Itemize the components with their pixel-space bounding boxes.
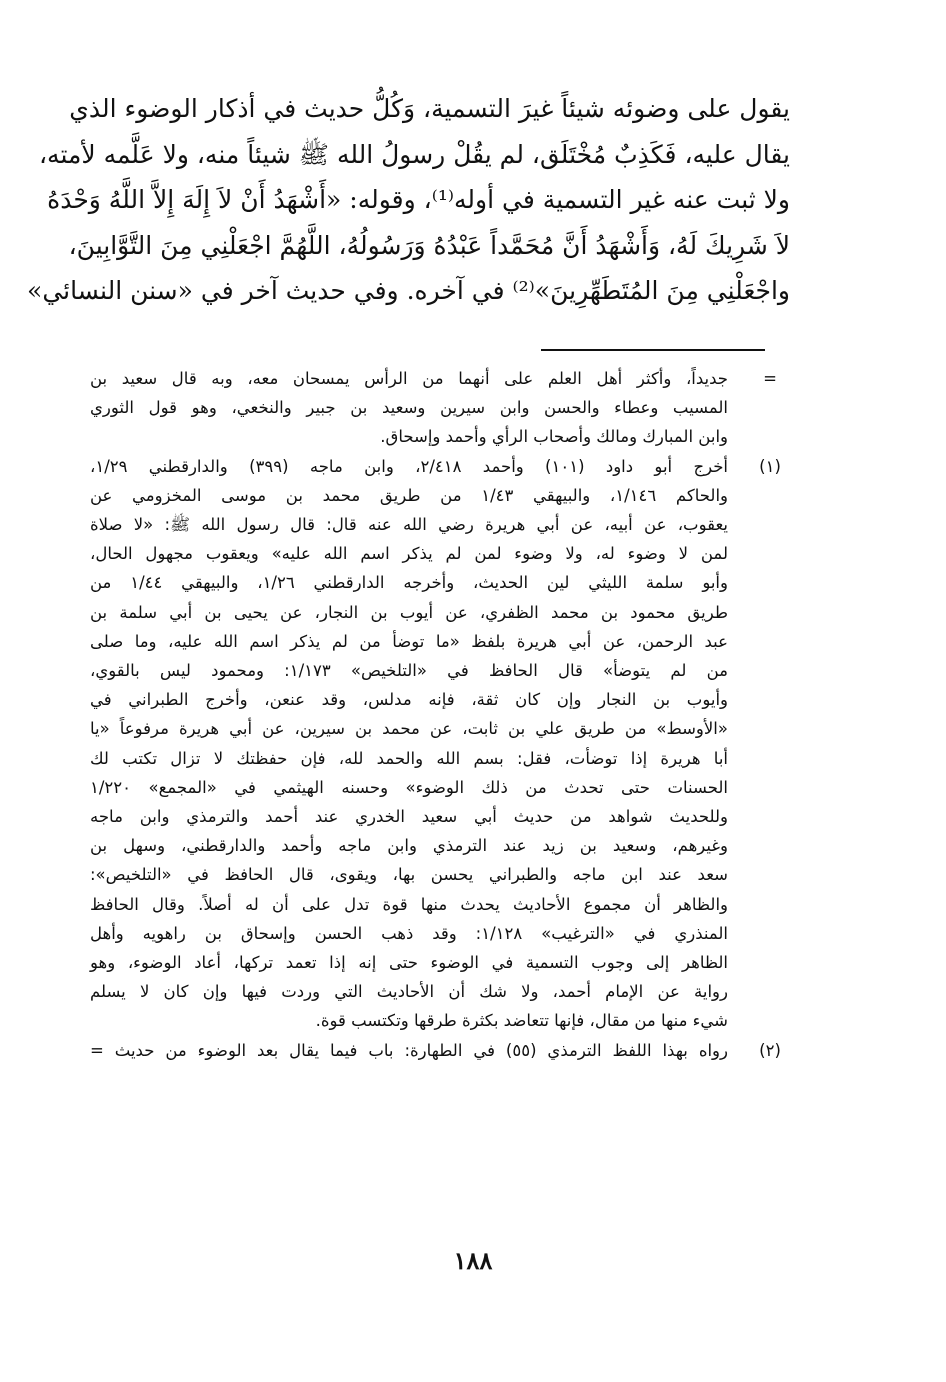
footnote-line: وللحديث شواهد من حديث أبي سعيد الخدري عند أحمد والترمذي وابن ماجه — [90, 807, 728, 827]
footnote-line: سعد عند ابن ماجه والطبراني يحسن بها، ويقوى، قال الحافظ في «التلخيص»: — [90, 865, 728, 885]
main-text — [27, 86, 790, 314]
footnote-line: والظاهر أن مجموع الأحاديث يحدث منها قوة تدل على أن له أصلاً. وقال الحافظ — [90, 894, 728, 914]
footnote-marker: (٢) — [759, 1040, 781, 1060]
footnote-line: أخرج أبو داود (١٠١) وأحمد ٢/٤١٨، وابن ماجه (٣٩٩) والدارقطني ١/٢٩، — [90, 456, 728, 476]
footnote-line: يعقوب، عن أبيه، عن أبي هريرة رضي الله عنه قال: قال رسول الله ﷺ: «لا صلاة — [90, 515, 728, 535]
main-text-line: لاَ شَرِيكَ لَهُ، وَأَشْهَدُ أَنَّ مُحَمَّداً عَبْدُهُ وَرَسُولُهُ، اللَّهُمَّ اجْعَلْنِي مِنَ التَّوَّابِينَ، — [68, 230, 790, 260]
footnote-divider — [541, 349, 765, 351]
footnote-line: طريق محمود بن محمد الظفري، عن أيوب بن النجار، عن يحيى بن أبي سلمة بن — [90, 602, 728, 622]
footnote-line: وأبو سلمة الليثي لين الحديث، وأخرجه الدارقطني ١/٢٦، والبيهقي ١/٤٤ من — [90, 573, 728, 593]
footnote-line: والحاكم ١/١٤٦، والبيهقي ١/٤٣ من طريق محمد بن موسى المخزومي عن — [90, 485, 728, 505]
footnote-line: لمن لا وضوء له، ولا وضوء لمن لم يذكر اسم الله عليه» ويعقوب مجهول الحال، — [90, 544, 728, 564]
footnote-line: عبد الرحمن، عن أبي هريرة بلفظ «ما توضأ من لم يذكر اسم الله عليه، وما صلى — [90, 631, 728, 651]
footnote-line: الظاهر إلى وجوب التسمية في الوضوء حتى إنه إذا تعمد تركها، أعاد الوضوء، وهو — [90, 953, 728, 973]
page-number: ١٨٨ — [453, 1246, 493, 1275]
footnote-marker: = — [763, 369, 777, 388]
footnote-continued — [90, 364, 790, 452]
footnote-marker: (١) — [759, 456, 781, 476]
footnotes — [90, 364, 790, 1065]
footnote-line: «الأوسط» من طريق علي بن ثابت، عن محمد بن سيرين، عن أبي هريرة مرفوعاً «يا — [90, 719, 728, 739]
footnote-line: المسيب وعطاء والحسن وابن سيرين وسعيد بن جبير والنخعي، وهو قول الثوري — [90, 398, 728, 418]
main-text-line: ولا ثبت عنه غير التسمية في أوله⁽¹⁾، وقوله: «أَشْهَدُ أَنْ لاَ إِلَهَ إِلاَّ اللَّهُ وَحْدَهُ — [47, 185, 790, 214]
footnote-line: الحسنات حتى تحدث من ذلك الوضوء» وحسنه الهيثمي في «المجمع» ١/٢٢٠ — [90, 777, 728, 797]
footnote-2 — [90, 1036, 790, 1065]
main-text-line: واجْعَلْنِي مِنَ المُتَطَهِّرِينَ»⁽²⁾ في آخره. وفي حديث آخر في «سنن النسائي» — [27, 276, 790, 305]
main-text-line: يقال عليه، فَكَذِبٌ مُخْتَلَق، لم يقُلْ رسولُ الله ﷺ شيئاً منه، ولا عَلَّمه لأمته، — [38, 139, 790, 169]
footnote-1 — [90, 452, 790, 1036]
footnote-line: المنذري في «الترغيب» ١/١٢٨: وقد ذهب الحسن وإسحاق بن راهويه وأهل — [90, 923, 728, 943]
footnote-line: وغيرهم، وسعيد بن زيد عند الترمذي وابن ماجه وأحمد والدارقطني، وسهل بن — [90, 836, 728, 856]
footnote-line: رواية عن الإمام أحمد، ولا شك أن الأحاديث التي وردت فيها وإن كان لا يسلم — [90, 982, 728, 1002]
footnote-line: وابن المبارك ومالك وأصحاب الرأي وأحمد وإسحاق. — [380, 427, 728, 447]
footnote-line: أبا هريرة إذا توضأت، فقل: بسم الله والحمد لله، فإن حفظتك لا تزال تكتب لك — [90, 748, 728, 768]
footnote-line: من لم يتوضأ» قال الحافظ في «التلخيص» ١/١٧٣: ومحمود ليس بالقوي، — [90, 661, 728, 681]
footnote-line: جديداً، وأكثر أهل العلم على أنهما من الرأس يمسحان معه، وبه قال سعيد بن — [90, 369, 728, 388]
footnote-line: رواه بهذا اللفظ الترمذي (٥٥) في الطهارة: باب فيما يقال بعد الوضوء من حديث = — [90, 1040, 728, 1060]
footnote-line: وأيوب بن النجار وإن كان ثقة، فإنه مدلس، وقد عنعن، وأخرج الطبراني في — [90, 690, 728, 710]
main-text-line: يقول على وضوئه شيئاً غيرَ التسمية، وَكُلُّ حديث في أذكار الوضوء الذي — [69, 94, 790, 123]
footnote-line: شيء منها من مقال، فإنها تتعاضد بكثرة طرقها وتكتسب قوة. — [315, 1011, 728, 1031]
